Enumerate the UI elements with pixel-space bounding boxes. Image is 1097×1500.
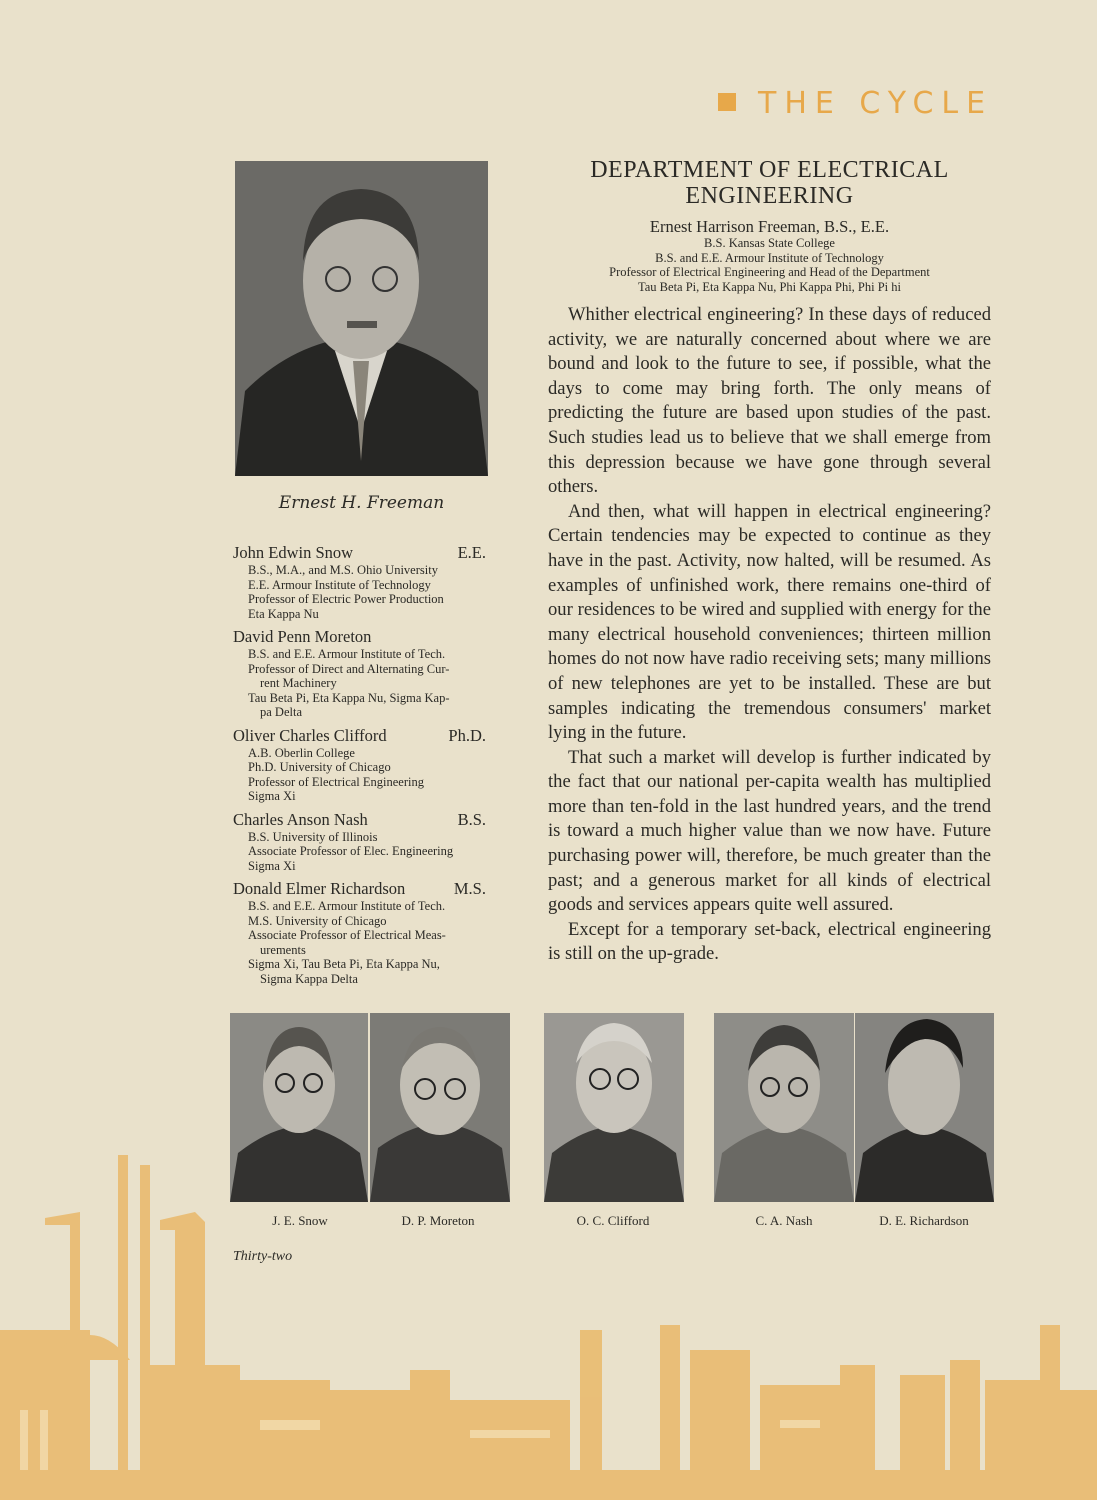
faculty-entry xyxy=(233,627,486,720)
faculty-detail: urements xyxy=(260,942,306,957)
faculty-detail: B.S. University of Illinois xyxy=(248,829,378,844)
header-square-icon xyxy=(718,93,736,111)
article-paragraph: Whither electrical engineering? In these days of reduced activity, we are naturally concerned about where we are bound and look to the future to see, if possible, what the days to come may bring forth. The only means of predicting the future are based upon studies of the past. Such studies lead us to believe that we shall emerge from this depression because we have gone through several others. xyxy=(548,304,991,498)
faculty-detail: Ph.D. University of Chicago xyxy=(248,760,391,774)
photo-caption: C. A. Nash xyxy=(755,1213,813,1228)
faculty-detail: Professor of Direct and Alternating Cur- xyxy=(248,661,450,676)
header-title: THE CYCLE xyxy=(758,86,994,121)
photo-caption: D. P. Moreton xyxy=(401,1213,475,1228)
faculty-name: David Penn Moreton xyxy=(233,627,372,646)
faculty-detail: pa Delta xyxy=(260,705,302,719)
department-head-detail: B.S. Kansas State College xyxy=(704,236,835,250)
faculty-detail: Professor of Electrical Engineering xyxy=(248,774,424,789)
department-head-detail: B.S. and E.E. Armour Institute of Technology xyxy=(655,250,884,265)
article-paragraph: That such a market will develop is further indicated by the fact that our national per-capita wealth has multiplied more than ten-fold in the last hundred years, and the trend is toward a much higher value than we now have. Future purchasing power will, therefore, be much greater than the past; and a generous market for all kinds of electrical goods and services appears quite well assured. xyxy=(548,746,991,916)
skyline-illustration xyxy=(0,1150,1097,1500)
article-paragraph: And then, what will happen in electrical engineering? Certain tendencies may be expected to continue as they have in the past. Activity, now halted, will be resumed. As examples of unfinished work, there remains one-third of our residences to be wired and supplied with energy for the many electrical household conveniences; thirteen million homes do not now have radio receiving sets; many millions of new telephones are yet to be installed. These are but samples indicating the tremendous consumers' market lying in the future. xyxy=(548,500,991,744)
portrait-ernest-freeman xyxy=(235,161,488,476)
faculty-detail: B.S. and E.E. Armour Institute of Tech. xyxy=(248,647,446,661)
faculty-name: Charles Anson Nash xyxy=(233,809,368,829)
department-title xyxy=(548,157,991,209)
faculty-detail: Tau Beta Pi, Eta Kappa Nu, Sigma Kap- xyxy=(248,690,450,705)
faculty-name: Oliver Charles Clifford xyxy=(233,725,387,745)
faculty-detail: Sigma Xi xyxy=(248,789,296,803)
department-title-line2: ENGINEERING xyxy=(685,183,854,209)
article-body xyxy=(548,303,991,967)
faculty-detail: Sigma Xi xyxy=(248,858,296,873)
faculty-entry xyxy=(233,726,486,804)
department-head-detail: Tau Beta Pi, Eta Kappa Nu, Phi Kappa Phi, Phi Pi hi xyxy=(638,279,901,294)
faculty-detail: B.S., M.A., and M.S. Ohio University xyxy=(248,563,438,577)
page-header xyxy=(718,86,998,126)
faculty-detail: M.S. University of Chicago xyxy=(248,913,387,928)
faculty-detail: Sigma Kappa Delta xyxy=(260,971,358,986)
faculty-detail: Associate Professor of Elec. Engineering xyxy=(248,844,454,858)
faculty-list xyxy=(233,543,486,992)
faculty-degree: M.S. xyxy=(453,879,486,898)
photo-caption: D. E. Richardson xyxy=(879,1213,969,1228)
photo-caption: J. E. Snow xyxy=(272,1213,328,1228)
faculty-detail: Associate Professor of Electrical Meas- xyxy=(248,928,446,942)
faculty-detail: rent Machinery xyxy=(260,676,337,690)
faculty-detail: A.B. Oberlin College xyxy=(248,745,355,760)
department-title-line1: DEPARTMENT OF ELECTRICAL xyxy=(590,157,949,183)
faculty-entry xyxy=(233,810,486,874)
faculty-detail: B.S. and E.E. Armour Institute of Tech. xyxy=(248,899,446,913)
department-head-name: Ernest Harrison Freeman, B.S., E.E. xyxy=(649,217,890,236)
faculty-name: John Edwin Snow xyxy=(233,543,354,562)
photo-caption: O. C. Clifford xyxy=(576,1213,650,1228)
main-photo-caption: Ernest H. Freeman xyxy=(278,493,445,513)
faculty-name: Donald Elmer Richardson xyxy=(233,879,406,898)
article-paragraph: Except for a temporary set-back, electrical engineering is still on the up-grade. xyxy=(548,918,991,965)
faculty-detail: Eta Kappa Nu xyxy=(248,606,319,621)
department-column xyxy=(548,157,991,967)
page-number: Thirty-two xyxy=(233,1249,293,1264)
faculty-degree: B.S. xyxy=(457,809,486,829)
department-head-detail: Professor of Electrical Engineering and Head of the Department xyxy=(609,265,930,279)
faculty-detail: Professor of Electric Power Production xyxy=(248,592,444,606)
faculty-detail: E.E. Armour Institute of Technology xyxy=(248,577,431,592)
faculty-entry xyxy=(233,879,486,986)
faculty-degree: E.E. xyxy=(457,543,486,562)
faculty-detail: Sigma Xi, Tau Beta Pi, Eta Kappa Nu, xyxy=(248,957,440,971)
faculty-entry xyxy=(233,543,486,621)
faculty-degree: Ph.D. xyxy=(448,725,486,745)
